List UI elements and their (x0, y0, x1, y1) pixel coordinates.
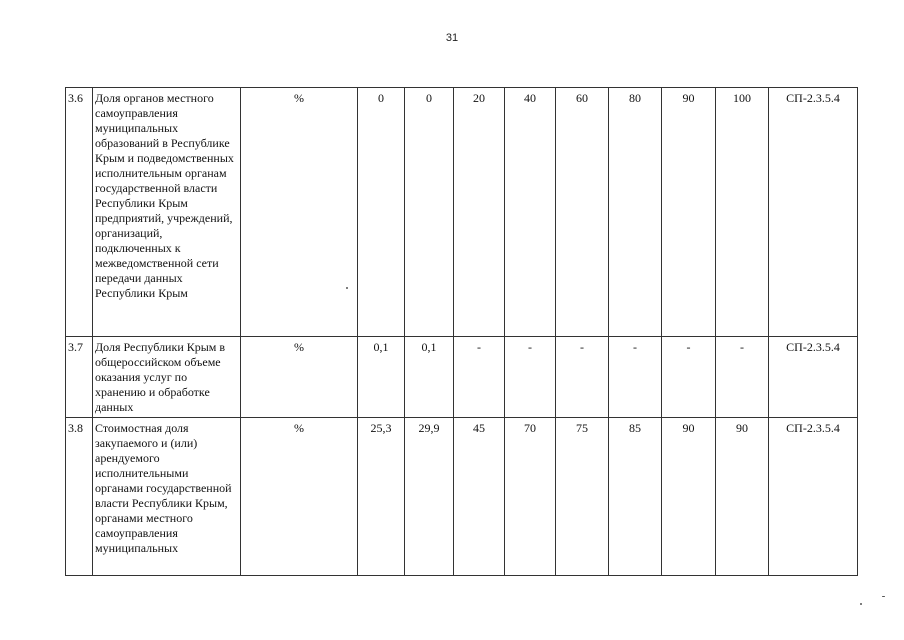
value-cell: 100 (716, 88, 769, 337)
value-cell: - (662, 337, 716, 418)
value-cell: 25,3 (358, 418, 405, 576)
value-cell: 20 (454, 88, 505, 337)
value-cell: - (716, 337, 769, 418)
value-cell: 60 (556, 88, 609, 337)
scan-speck (882, 596, 885, 597)
value-cell: 0,1 (405, 337, 454, 418)
table-row (66, 337, 858, 418)
row-number: 3.7 (66, 337, 93, 418)
unit-cell: % (241, 418, 358, 576)
value-cell: - (556, 337, 609, 418)
value-cell: 90 (662, 88, 716, 337)
value-cell: - (505, 337, 556, 418)
indicators-table (65, 87, 858, 576)
value-cell: - (609, 337, 662, 418)
indicator-name: Доля органов местного самоуправления муниципальных образований в Республике Крым и подведомственных исполнительным органам государственной власти Республики Крым предприятий, учреждений, организаций, подключенных к межведомственной сети передачи данных Республики Крым (93, 88, 241, 337)
value-cell: 85 (609, 418, 662, 576)
unit-cell: % (241, 337, 358, 418)
value-cell: 45 (454, 418, 505, 576)
value-cell: 0 (358, 88, 405, 337)
source-cell: СП-2.3.5.4 (769, 337, 858, 418)
source-cell: СП-2.3.5.4 (769, 418, 858, 576)
value-cell: 40 (505, 88, 556, 337)
value-cell: 90 (662, 418, 716, 576)
value-cell: 0 (405, 88, 454, 337)
table-row (66, 418, 858, 576)
page-number: 31 (445, 32, 459, 44)
value-cell: 75 (556, 418, 609, 576)
unit-cell: % (241, 88, 358, 337)
scan-speck (346, 287, 348, 289)
table-row (66, 88, 858, 337)
indicator-name: Доля Республики Крым в общероссийском объеме оказания услуг по хранению и обработке данных (93, 337, 241, 418)
source-cell: СП-2.3.5.4 (769, 88, 858, 337)
value-cell: 0,1 (358, 337, 405, 418)
value-cell: 80 (609, 88, 662, 337)
row-number: 3.6 (66, 88, 93, 337)
value-cell: 90 (716, 418, 769, 576)
row-number: 3.8 (66, 418, 93, 576)
indicator-name: Стоимостная доля закупаемого и (или) арендуемого исполнительными органами государственной власти Республики Крым, органами местного самоуправления муниципальных (93, 418, 241, 576)
value-cell: 70 (505, 418, 556, 576)
scan-speck (860, 603, 862, 605)
value-cell: 29,9 (405, 418, 454, 576)
value-cell: - (454, 337, 505, 418)
